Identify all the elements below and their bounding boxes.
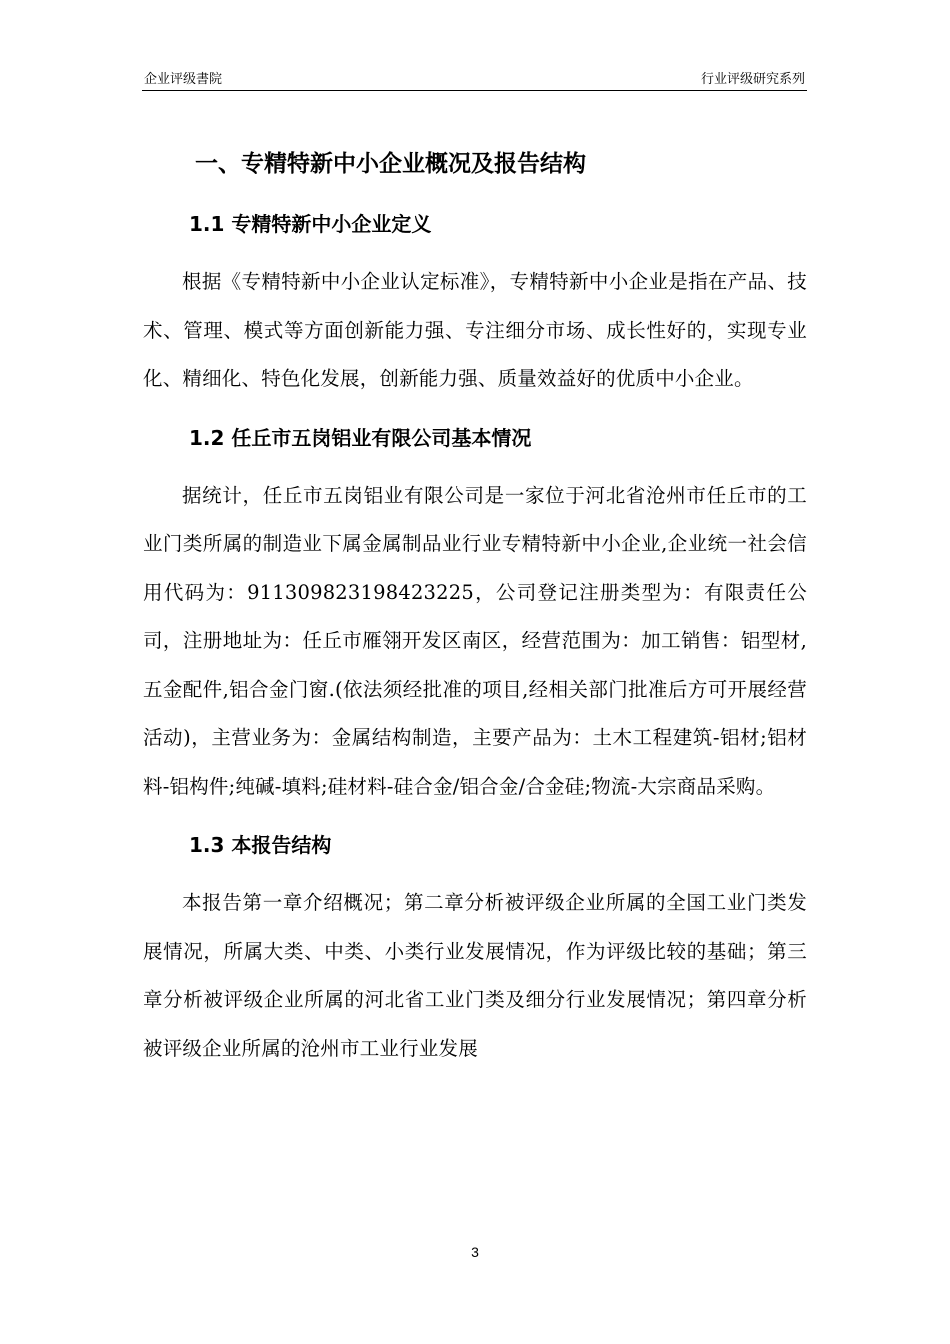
section-body-1-1: 根据《专精特新中小企业认定标准》，专精特新中小企业是指在产品、技术、管理、模式等方面创新能力强、专注细分市场、成长性好的，实现专业化、精细化、特色化发展，创新能力强、质量效益好的优质中小企业。 (143, 270, 807, 390)
section-heading-1-3: 1.3 本报告结构 (189, 833, 332, 857)
chapter-title: 一、专精特新中小企业概况及报告结构 (195, 151, 586, 177)
section-heading-1-1: 1.1 专精特新中小企业定义 (189, 212, 432, 236)
header-publisher: 企业评级書院 (144, 71, 223, 86)
document-body (143, 138, 807, 1073)
page-number: 3 (471, 1244, 479, 1260)
header-series: 行业评级研究系列 (700, 71, 805, 86)
section-heading-1-2: 1.2 任丘市五岗铝业有限公司基本情况 (189, 425, 532, 450)
page-header (142, 68, 807, 91)
section-body-1-2: 据统计，任丘市五岗铝业有限公司是一家位于河北省沧州市任丘市的工业门类所属的制造业下属金属制品业行业专精特新中小企业,企业统一社会信用代码为：911309823198423225，公司登记注册类型为：有限责任公司，注册地址为：任丘市雁翎开发区南区，经营范围为：加工销售：铝型材,五金配件,铝合金门窗.(依法须经批准的项目,经相关部门批准后方可开展经营活动)，主营业务为：金属结构制造，主要产品为：土木工程建筑-铝材;铝材料-铝构件;纯碱-填料;硅材料-硅合金/铝合金/合金硅;物流-大宗商品采购。 (143, 483, 807, 798)
section-body-1-3: 本报告第一章介绍概况；第二章分析被评级企业所属的全国工业门类发展情况，所属大类、中类、小类行业发展情况，作为评级比较的基础；第三章分析被评级企业所属的河北省工业门类及细分行业发展情况；第四章分析被评级企业所属的沧州市工业行业发展 (143, 891, 807, 1060)
